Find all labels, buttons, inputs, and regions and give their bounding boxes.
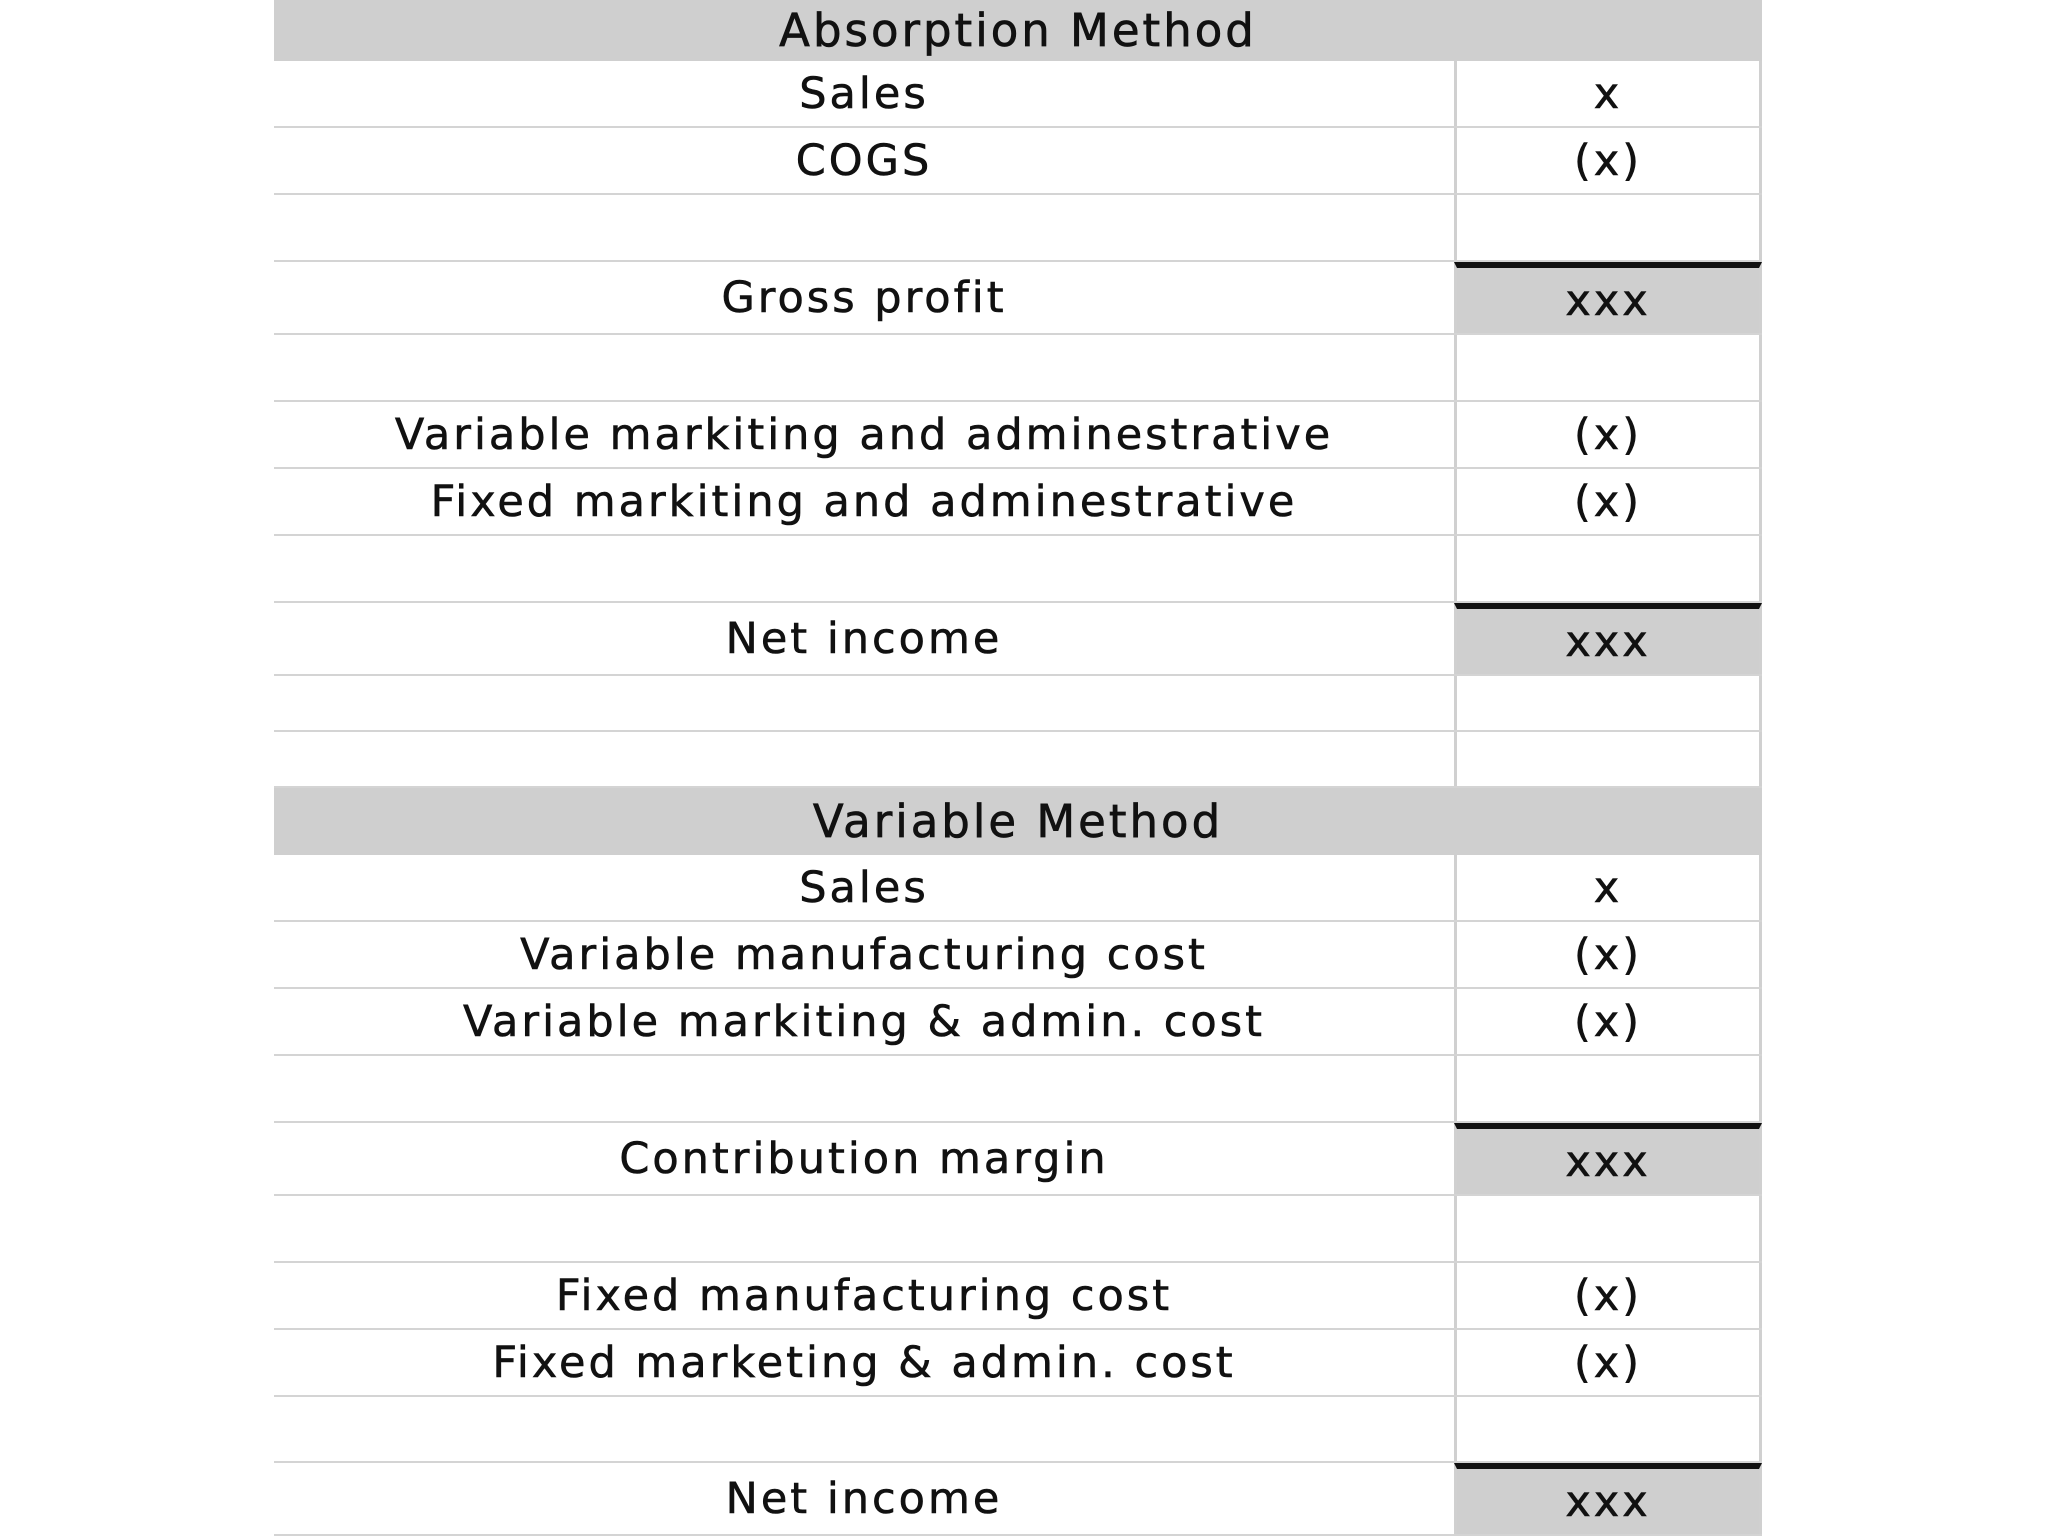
absorption-row-gross-profit: [274, 262, 1762, 335]
absorption-row-fixed-marketing-admin: [274, 469, 1762, 536]
row-value: [1454, 676, 1762, 730]
row-value: [1454, 1397, 1762, 1461]
row-label: [274, 335, 1454, 400]
variable-row-sales: [274, 855, 1762, 922]
row-label: Fixed marketing & admin. cost: [492, 1337, 1236, 1388]
row-label: [274, 1397, 1454, 1461]
variable-row-blank: [274, 1056, 1762, 1123]
row-total-value: xxx: [1454, 603, 1762, 674]
row-label: [274, 732, 1454, 786]
row-value: (x): [1454, 922, 1762, 987]
row-label: Fixed manufacturing cost: [555, 1270, 1173, 1321]
variable-row-net-income: [274, 1463, 1762, 1536]
variable-row-fixed-manufacturing: [274, 1263, 1762, 1330]
row-label: [274, 536, 1454, 601]
row-value: x: [1454, 61, 1762, 126]
row-value: [1454, 1196, 1762, 1261]
row-label: Contribution margin: [619, 1133, 1109, 1184]
row-label: [274, 1056, 1454, 1121]
row-total-value: xxx: [1454, 1123, 1762, 1194]
row-label: Variable markiting and adminestrative: [394, 409, 1334, 460]
absorption-row-blank: [274, 195, 1762, 262]
absorption-method-header: Absorption Method: [274, 0, 1762, 61]
spacer-row: [274, 676, 1762, 732]
absorption-row-cogs: [274, 128, 1762, 195]
row-value: (x): [1454, 989, 1762, 1054]
row-value: [1454, 1056, 1762, 1121]
variable-row-fixed-marketing-admin: [274, 1330, 1762, 1397]
row-label: Fixed markiting and adminestrative: [430, 476, 1298, 527]
variable-row-variable-marketing-admin: [274, 989, 1762, 1056]
row-label: Net income: [725, 613, 1003, 664]
row-value: (x): [1454, 469, 1762, 534]
row-value: [1454, 195, 1762, 260]
variable-row-blank: [274, 1397, 1762, 1463]
row-label: Variable markiting & admin. cost: [462, 996, 1266, 1047]
row-value: x: [1454, 855, 1762, 920]
row-value: [1454, 732, 1762, 786]
absorption-row-blank: [274, 536, 1762, 603]
row-label: Sales: [799, 68, 929, 119]
row-label: COGS: [795, 135, 933, 186]
row-label: Sales: [799, 862, 929, 913]
row-label: Gross profit: [721, 272, 1007, 323]
row-value: [1454, 335, 1762, 400]
absorption-row-sales: [274, 61, 1762, 128]
variable-method-header: Variable Method: [274, 788, 1762, 855]
row-value: (x): [1454, 1263, 1762, 1328]
row-label: Net income: [725, 1473, 1003, 1524]
row-label: [274, 676, 1454, 730]
row-total-value: xxx: [1454, 1463, 1762, 1534]
row-label: Variable manufacturing cost: [520, 929, 1208, 980]
variable-row-variable-manufacturing: [274, 922, 1762, 989]
variable-row-blank: [274, 1196, 1762, 1263]
variable-row-contribution-margin: [274, 1123, 1762, 1196]
row-value: [1454, 536, 1762, 601]
row-value: (x): [1454, 1330, 1762, 1395]
absorption-row-net-income: [274, 603, 1762, 676]
row-label: [274, 195, 1454, 260]
row-total-value: xxx: [1454, 262, 1762, 333]
row-value: (x): [1454, 128, 1762, 193]
spacer-row: [274, 732, 1762, 788]
row-value: (x): [1454, 402, 1762, 467]
absorption-row-blank: [274, 335, 1762, 402]
row-label: [274, 1196, 1454, 1261]
absorption-row-variable-marketing-admin: [274, 402, 1762, 469]
